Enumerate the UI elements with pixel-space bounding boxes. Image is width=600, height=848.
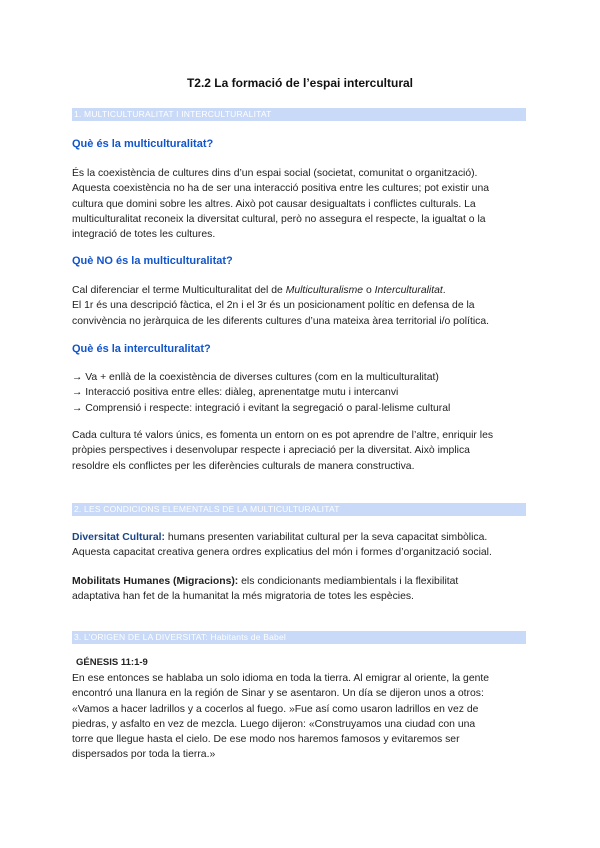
list-item: → Comprensió i respecte: integració i evitant la segregació o paral·lelisme cultural	[72, 402, 451, 414]
text-line	[72, 530, 528, 545]
text-line: pròpies perspectives i desenvolupar respecte i apreciació per la diversitat. Això implica	[72, 445, 470, 457]
text-line: El 1r és una descripció fàctica, el 2n i el 3r és un posicionament polític en defensa de la	[72, 300, 475, 312]
text-line	[72, 283, 528, 298]
text-line: multiculturalitat reconeix la diversitat cultural, però no assegura el respecte, la igualtat o la	[72, 213, 486, 225]
heading-what-is-not-multiculturality: Què NO és la multiculturalitat?	[72, 255, 233, 267]
text-segment: els condicionants mediambientals i la flexibilitat	[238, 576, 459, 587]
text-line: convivència no jeràrquica de les diferents cultures d’una mateixa àrea territorial i/o política.	[72, 315, 489, 327]
text-line: torre que llegue hasta el cielo. De ese modo nos haremos famosos y evitaremos ser	[72, 734, 460, 746]
text-line: En ese entonces se hablaba un solo idioma en toda la tierra. Al emigrar al oriente, la gente	[72, 673, 490, 684]
text-segment: humans presenten variabilitat cultural per la seva capacitat simbòlica.	[164, 532, 488, 543]
section-header-1: 1. MULTICULTURALITAT I INTERCULTURALITAT	[72, 108, 526, 121]
interculturality-bullet-list	[72, 370, 528, 416]
paragraph-multiculturality-definition	[72, 166, 528, 242]
text-segment: Cal diferenciar el terme Multiculturalitat del de	[72, 285, 286, 296]
section-header-2: 2. LES CONDICIONS ELEMENTALS DE LA MULTICULTURALITAT	[72, 503, 526, 516]
text-line: integració de totes les cultures.	[72, 229, 216, 241]
heading-what-is-multiculturality: Què és la multiculturalitat?	[72, 138, 214, 150]
text-line	[72, 574, 528, 589]
italic-term: Multiculturalisme	[285, 285, 364, 296]
section-header-3: 3. L’ORIGEN DE LA DIVERSITAT: Habitants de Babel	[72, 631, 526, 644]
term-human-mobility: Mobilitats Humanes (Migracions):	[72, 576, 239, 587]
heading-what-is-interculturality: Què és la interculturalitat?	[72, 343, 211, 355]
text-line: «Vamos a hacer ladrillos y a cocerlos al fuego. »Fue así como usaron ladrillos en vez de	[72, 703, 479, 715]
list-item: → Interacció positiva entre elles: diàleg, aprenentatge mutu i intercanvi	[72, 387, 399, 399]
genesis-reference: GÉNESIS 11:1-9	[76, 657, 148, 668]
italic-term: Interculturalitat	[374, 285, 443, 296]
text-segment: o	[363, 285, 375, 296]
text-segment: .	[442, 285, 446, 296]
text-line: Aquesta coexistència no ha de ser una interacció positiva entre les cultures; pot existir una	[72, 183, 490, 195]
text-line: Aquesta capacitat creativa genera ordres explicatius del món i formes d’organització social.	[72, 547, 492, 559]
paragraph-human-mobility	[72, 574, 528, 605]
text-line: cultura que domini sobre les altres. Això pot causar desigualtats i conflictes culturals. La	[72, 198, 476, 210]
list-item: → Va + enllà de la coexistència de diverses cultures (com en la multiculturalitat)	[72, 372, 439, 383]
text-line: piedras, y asfalto en vez de mezcla. Luego dijeron: «Construyamos una ciudad con una	[72, 718, 476, 730]
term-cultural-diversity: Diversitat Cultural:	[72, 532, 165, 543]
text-line: resoldre els conflictes per les diferències culturals de manera constructiva.	[72, 460, 415, 472]
text-line: Cada cultura té valors únics, es fomenta un entorn on es pot aprendre de l’altre, enriquir les	[72, 430, 494, 441]
paragraph-genesis-quote	[72, 671, 528, 763]
text-line: És la coexistència de cultures dins d’un espai social (societat, comunitat o organització).	[72, 168, 478, 179]
text-line: encontró una llanura en la región de Sinar y se asentaron. Un día se dijeron unos a otros:	[72, 688, 484, 700]
text-line: adaptativa han fet de la humanitat la més migratoria de totes les espècies.	[72, 591, 414, 603]
paragraph-multiculturality-difference	[72, 283, 528, 329]
paragraph-cultural-diversity	[72, 530, 528, 561]
page-title: T2.2 La formació de l’espai intercultural	[186, 76, 414, 90]
text-line: dispersados por toda la tierra.»	[72, 749, 216, 761]
paragraph-interculturality-values	[72, 428, 528, 474]
